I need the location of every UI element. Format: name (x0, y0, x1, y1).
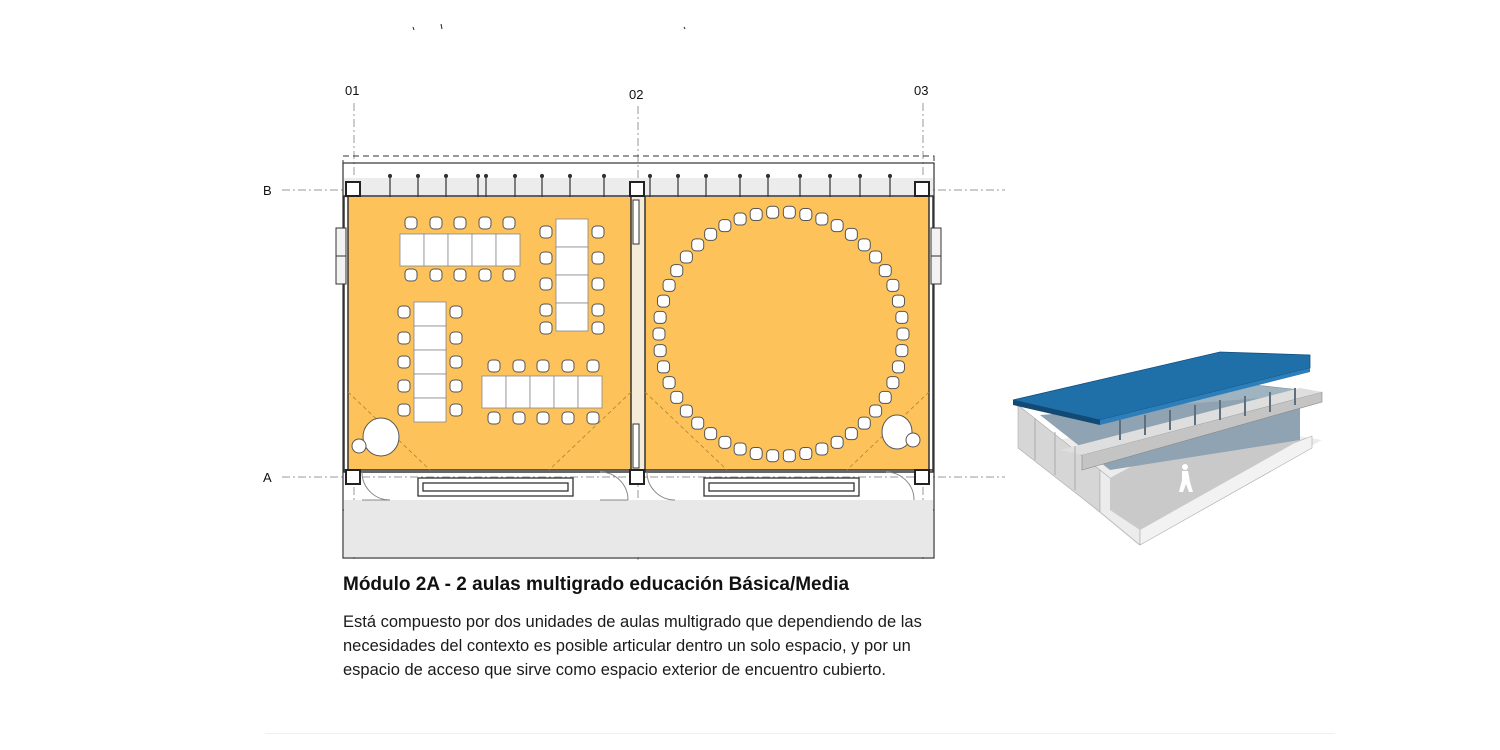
isometric-building-icon (1013, 352, 1322, 545)
desk (506, 376, 530, 408)
axis-label-01: 01 (345, 83, 360, 98)
mullion-cap (485, 175, 488, 178)
circle-chair (845, 428, 857, 440)
chair (540, 322, 552, 334)
circle-chair (750, 209, 762, 221)
chair (587, 412, 599, 424)
chair (540, 278, 552, 290)
circle-chair (692, 239, 704, 251)
circle-chair (663, 279, 675, 291)
mullion-cap (603, 175, 606, 178)
chair (540, 304, 552, 316)
chair (592, 226, 604, 238)
axis-label-02: 02 (629, 87, 644, 102)
chair (592, 322, 604, 334)
mullion-cap (649, 175, 652, 178)
mullion-cap (677, 175, 680, 178)
mullion-cap (541, 175, 544, 178)
mullion-cap (767, 175, 770, 178)
desk (482, 376, 506, 408)
chair (513, 360, 525, 372)
module-title: Módulo 2A - 2 aulas multigrado educación Básica/Media (343, 574, 850, 595)
circle-chair (719, 436, 731, 448)
chair (450, 356, 462, 368)
circle-chair (680, 251, 692, 263)
mullion-cap (705, 175, 708, 178)
circle-chair (654, 311, 666, 323)
top-marks (413, 24, 685, 30)
circle-chair (858, 239, 870, 251)
circle-chair (734, 443, 746, 455)
chair (503, 269, 515, 281)
chair (479, 217, 491, 229)
chair (503, 217, 515, 229)
chair (430, 217, 442, 229)
circle-chair (767, 206, 779, 218)
circle-chair (800, 209, 812, 221)
chair (592, 278, 604, 290)
desk (424, 234, 448, 266)
circle-chair (896, 345, 908, 357)
chair (537, 360, 549, 372)
desk (556, 275, 588, 303)
circle-chair (845, 228, 857, 240)
mullion-cap (799, 175, 802, 178)
chair (430, 269, 442, 281)
circle-chair (858, 417, 870, 429)
circle-chair (800, 447, 812, 459)
desk (414, 374, 446, 398)
chair (398, 380, 410, 392)
circle-chair (719, 220, 731, 232)
circle-chair (767, 450, 779, 462)
chair (454, 269, 466, 281)
bottom-divider (265, 733, 1335, 734)
chair (540, 252, 552, 264)
circle-chair (879, 391, 891, 403)
desk (496, 234, 520, 266)
axis-label-b: B (263, 183, 272, 198)
desk (414, 302, 446, 326)
circle-chair (887, 377, 899, 389)
mullion-cap (417, 175, 420, 178)
circle-chair (658, 361, 670, 373)
mullion-cap (739, 175, 742, 178)
circle-chair (671, 265, 683, 277)
circle-chair (783, 206, 795, 218)
desk (414, 326, 446, 350)
chair (488, 412, 500, 424)
circle-chair (734, 213, 746, 225)
desk (414, 398, 446, 422)
module-description (343, 610, 1003, 682)
chair (562, 360, 574, 372)
chair (398, 356, 410, 368)
circle-chair (831, 220, 843, 232)
mullion-cap (389, 175, 392, 178)
chair (450, 380, 462, 392)
circle-chair (658, 295, 670, 307)
chair (450, 306, 462, 318)
chair (454, 217, 466, 229)
chair (562, 412, 574, 424)
chair (405, 269, 417, 281)
desk (530, 376, 554, 408)
circle-chair (653, 328, 665, 340)
desk (578, 376, 602, 408)
circle-chair (870, 405, 882, 417)
circle-chair (887, 279, 899, 291)
chair (540, 226, 552, 238)
description-line: necesidades del contexto es posible articular dentro un solo espacio, y por un (343, 637, 911, 655)
mullion-cap (477, 175, 480, 178)
chair (592, 304, 604, 316)
circle-chair (671, 391, 683, 403)
chair (513, 412, 525, 424)
circle-chair (680, 405, 692, 417)
mullion-cap (829, 175, 832, 178)
mullion-cap (514, 175, 517, 178)
circle-chair (705, 228, 717, 240)
chair (398, 404, 410, 416)
desk (556, 247, 588, 275)
circle-chair (692, 417, 704, 429)
chair (398, 332, 410, 344)
chair (537, 412, 549, 424)
circle-chair (896, 311, 908, 323)
circle-chair (783, 450, 795, 462)
desk (556, 219, 588, 247)
chair (479, 269, 491, 281)
desk (554, 376, 578, 408)
desk (400, 234, 424, 266)
mullion-cap (569, 175, 572, 178)
circle-chair (816, 213, 828, 225)
desk (556, 303, 588, 331)
chair (398, 306, 410, 318)
chair (488, 360, 500, 372)
circle-chair (879, 265, 891, 277)
desk (414, 350, 446, 374)
circle-chair (892, 361, 904, 373)
chair (450, 404, 462, 416)
mullion-cap (859, 175, 862, 178)
axis-label-03: 03 (914, 83, 929, 98)
mullion-cap (889, 175, 892, 178)
chair (450, 332, 462, 344)
covered-access-gallery (344, 500, 933, 557)
circle-chair (892, 295, 904, 307)
circle-chair (654, 345, 666, 357)
circle-chair (831, 436, 843, 448)
circle-chair (897, 328, 909, 340)
circle-chair (663, 377, 675, 389)
desk (472, 234, 496, 266)
circle-chair (705, 428, 717, 440)
chair (592, 252, 604, 264)
circle-chair (870, 251, 882, 263)
axis-label-a: A (263, 470, 272, 485)
circle-chair (816, 443, 828, 455)
chair (587, 360, 599, 372)
mullion-cap (445, 175, 448, 178)
description-line: Está compuesto por dos unidades de aulas multigrado que dependiendo de las (343, 613, 922, 631)
circle-chair (750, 447, 762, 459)
chair (405, 217, 417, 229)
description-line: espacio de acceso que sirve como espacio exterior de encuentro cubierto. (343, 661, 886, 679)
desk (448, 234, 472, 266)
